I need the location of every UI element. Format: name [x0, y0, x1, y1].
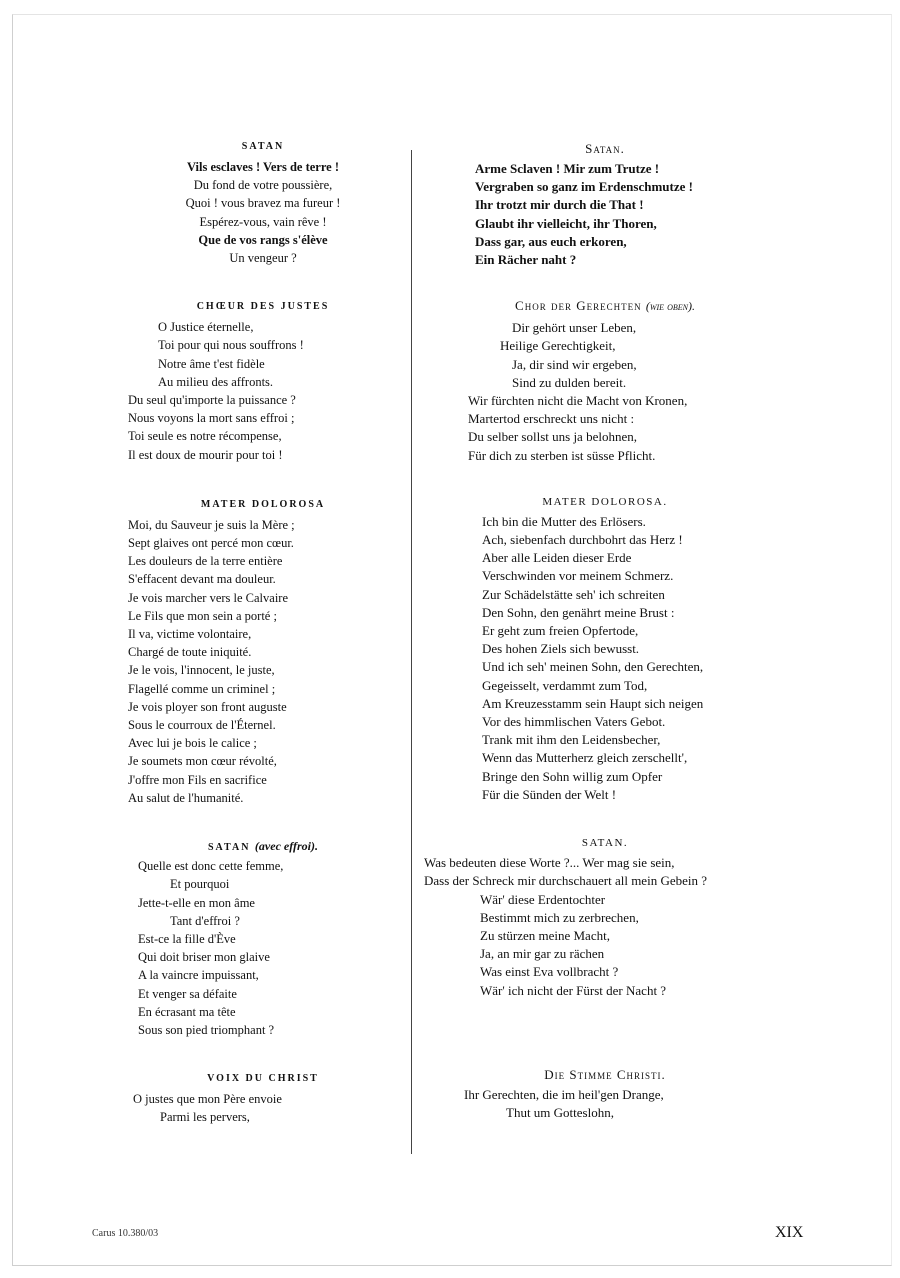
- de-chor-line: Ja, dir sind wir ergeben,: [512, 356, 637, 372]
- fr-voix-section: [118, 1070, 408, 1126]
- de-mater-line: Vor des himmlischen Vaters Gebot.: [482, 714, 666, 730]
- de-mater-line: Wenn das Mutterherz gleich zerschellt',: [482, 750, 688, 766]
- fr-satan2-line: Est-ce la fille d'Ève: [138, 931, 236, 946]
- de-chor-line: Heilige Gerechtigkeit,: [500, 338, 616, 354]
- de-mater-line: Am Kreuzesstamm sein Haupt sich neigen: [482, 695, 704, 711]
- fr-mater-line: Sous le courroux de l'Éternel.: [128, 718, 276, 733]
- fr-satan-line: Que de vos rangs s'élève: [198, 232, 328, 247]
- de-satan2-heading: SATAN.: [581, 837, 629, 850]
- fr-coeur-section: [118, 298, 408, 464]
- de-chor-heading-paren: (wie oben).: [645, 299, 695, 314]
- de-satan2-line: Wär' diese Erdentochter: [480, 891, 606, 907]
- fr-satan2-line: A la vaincre impuissant,: [138, 968, 259, 983]
- de-satan-line: Ein Rächer naht ?: [475, 252, 577, 268]
- de-mater-line: Für die Sünden der Welt !: [482, 786, 617, 802]
- de-chor-line: Sind zu dulden bereit.: [512, 374, 627, 390]
- german-column: [420, 138, 790, 1122]
- fr-mater-line: Avec lui je bois le calice ;: [128, 736, 257, 751]
- de-mater-line: Aber alle Leiden dieser Erde: [482, 550, 632, 566]
- de-satan-line: Glaubt ihr vielleicht, ihr Thoren,: [475, 215, 657, 231]
- de-satan-section: [420, 140, 790, 269]
- de-mater-line: Zur Schädelstätte seh' ich schreiten: [482, 586, 665, 602]
- de-chor-line: Du selber sollst uns ja belohnen,: [468, 429, 637, 445]
- fr-mater-line: Flagellé comme un criminel ;: [128, 681, 276, 696]
- de-satan-heading: Satan.: [585, 141, 625, 156]
- de-chor-line: Dir gehört unser Leben,: [512, 320, 637, 336]
- fr-mater-section: [118, 496, 408, 807]
- de-stimme-line: Ihr Gerechten, die im heil'gen Drange,: [464, 1086, 664, 1102]
- fr-satan2-line: Tant d'effroi ?: [170, 913, 240, 928]
- de-stimme-line: Thut um Gotteslohn,: [506, 1104, 614, 1120]
- fr-satan2-line: Qui doit briser mon glaive: [138, 950, 270, 965]
- fr-mater-line: S'effacent devant ma douleur.: [128, 572, 276, 587]
- fr-coeur-line: Toi seule es notre récompense,: [128, 429, 282, 444]
- de-chor-section: [420, 297, 790, 465]
- de-stimme-section: [420, 1066, 790, 1122]
- fr-satan-line: Un vengeur ?: [229, 251, 297, 266]
- fr-satan2-line: Sous son pied triomphant ?: [138, 1022, 275, 1037]
- fr-satan-heading: SATAN: [241, 141, 285, 152]
- fr-mater-line: Je soumets mon cœur révolté,: [128, 754, 277, 769]
- fr-mater-line: Moi, du Sauveur je suis la Mère ;: [128, 517, 295, 532]
- fr-mater-line: Je vois ployer son front auguste: [128, 699, 287, 714]
- fr-coeur-line: Du seul qu'importe la puissance ?: [128, 393, 296, 408]
- de-chor-line: Für dich zu sterben ist süsse Pflicht.: [468, 447, 656, 463]
- de-mater-line: Ich bin die Mutter des Erlösers.: [482, 513, 646, 529]
- fr-coeur-line: O Justice éternelle,: [158, 320, 254, 335]
- fr-mater-line: Sept glaives ont percé mon cœur.: [128, 536, 294, 551]
- fr-satan2-heading-paren: (avec effroi).: [254, 839, 318, 854]
- de-chor-heading-name: Chor der Gerechten: [515, 298, 642, 314]
- de-mater-line: Er geht zum freien Opfertode,: [482, 623, 639, 639]
- fr-satan2-heading-name: SATAN: [208, 842, 251, 854]
- fr-coeur-line: Au milieu des affronts.: [158, 374, 274, 389]
- de-mater-line: Des hohen Ziels sich bewusst.: [482, 641, 640, 657]
- de-mater-line: Den Sohn, den genährt meine Brust :: [482, 604, 675, 620]
- fr-satan2-line: Et pourquoi: [170, 877, 230, 892]
- de-chor-line: Wir fürchten nicht die Macht von Kronen,: [468, 393, 688, 409]
- de-mater-heading: MATER DOLOROSA.: [542, 495, 668, 508]
- de-stimme-heading: Die Stimme Christi.: [544, 1066, 666, 1082]
- de-satan2-line: Was einst Eva vollbracht ?: [480, 964, 619, 980]
- de-mater-line: Trank mit ihm den Leidensbecher,: [482, 732, 661, 748]
- de-satan-line: Arme Sclaven ! Mir zum Trutze !: [475, 161, 660, 176]
- fr-mater-line: Il va, victime volontaire,: [128, 627, 252, 642]
- de-mater-line: Ach, siebenfach durchbohrt das Herz !: [482, 532, 683, 548]
- de-satan2-section: [420, 834, 790, 1000]
- de-chor-heading: [420, 297, 790, 315]
- de-chor-line: Martertod erschreckt uns nicht :: [468, 411, 635, 427]
- fr-mater-line: Le Fils que mon sein a porté ;: [128, 608, 277, 623]
- de-mater-section: [420, 493, 790, 804]
- fr-satan2-line: Et venger sa défaite: [138, 986, 237, 1001]
- fr-satan2-section: [118, 837, 408, 1039]
- de-mater-line: Gegeisselt, verdammt zum Tod,: [482, 677, 648, 693]
- fr-mater-line: Les douleurs de la terre entière: [128, 554, 283, 569]
- fr-satan2-line: Jette-t-elle en mon âme: [138, 895, 255, 910]
- fr-satan-line: Vils esclaves ! Vers de terre !: [186, 160, 340, 174]
- de-satan2-line: Bestimmt mich zu zerbrechen,: [480, 909, 639, 925]
- fr-voix-line: Parmi les pervers,: [160, 1110, 250, 1125]
- de-satan2-line: Ja, an mir gar zu rächen: [480, 946, 605, 962]
- de-satan-line: Ihr trotzt mir durch die That !: [475, 197, 644, 213]
- fr-mater-line: J'offre mon Fils en sacrifice: [128, 772, 267, 787]
- fr-mater-heading: MATER DOLOROSA: [200, 498, 326, 510]
- fr-satan-section: [118, 138, 408, 267]
- fr-satan2-line: Quelle est donc cette femme,: [138, 859, 284, 874]
- fr-satan2-line: En écrasant ma tête: [138, 1004, 236, 1019]
- fr-mater-line: Je le vois, l'innocent, le juste,: [128, 663, 275, 678]
- fr-coeur-line: Nous voyons la mort sans effroi ;: [128, 411, 295, 426]
- fr-coeur-line: Il est doux de mourir pour toi !: [128, 447, 283, 462]
- fr-mater-line: Au salut de l'humanité.: [128, 790, 244, 805]
- de-satan-line: Dass gar, aus euch erkoren,: [475, 233, 627, 249]
- french-column: [118, 138, 408, 1127]
- catalog-number: Carus 10.380/03: [92, 1228, 159, 1239]
- fr-satan-line: Quoi ! vous bravez ma fureur !: [185, 196, 341, 211]
- column-divider: [411, 150, 412, 1154]
- fr-voix-line: O justes que mon Père envoie: [133, 1092, 282, 1107]
- de-mater-line: Bringe den Sohn willig zum Opfer: [482, 768, 663, 784]
- de-satan2-line: Was bedeuten diese Worte ?... Wer mag sie sein,: [424, 855, 675, 871]
- de-satan2-line: Zu stürzen meine Macht,: [480, 927, 610, 943]
- fr-satan2-heading: [118, 837, 408, 855]
- fr-mater-line: Je vois marcher vers le Calvaire: [128, 590, 289, 605]
- de-satan-line: Vergraben so ganz im Erdenschmutze !: [475, 179, 693, 195]
- de-satan2-line: Wär' ich nicht der Fürst der Nacht ?: [480, 982, 667, 998]
- fr-coeur-heading: CHŒUR DES JUSTES: [196, 301, 330, 313]
- fr-voix-heading: VOIX DU CHRIST: [207, 1073, 319, 1085]
- de-satan2-line: Dass der Schreck mir durchschauert all mein Gebein ?: [424, 873, 708, 889]
- fr-coeur-line: Toi pour qui nous souffrons !: [158, 338, 304, 353]
- de-mater-line: Verschwinden vor meinem Schmerz.: [482, 568, 674, 584]
- fr-coeur-line: Notre âme t'est fidèle: [158, 356, 265, 371]
- de-mater-line: Und ich seh' meinen Sohn, den Gerechten,: [482, 659, 704, 675]
- fr-satan-line: Espérez-vous, vain rêve !: [199, 214, 327, 229]
- fr-mater-line: Chargé de toute iniquité.: [128, 645, 252, 660]
- page-number: XIX: [775, 1224, 804, 1241]
- fr-satan-line: Du fond de votre poussière,: [193, 178, 333, 193]
